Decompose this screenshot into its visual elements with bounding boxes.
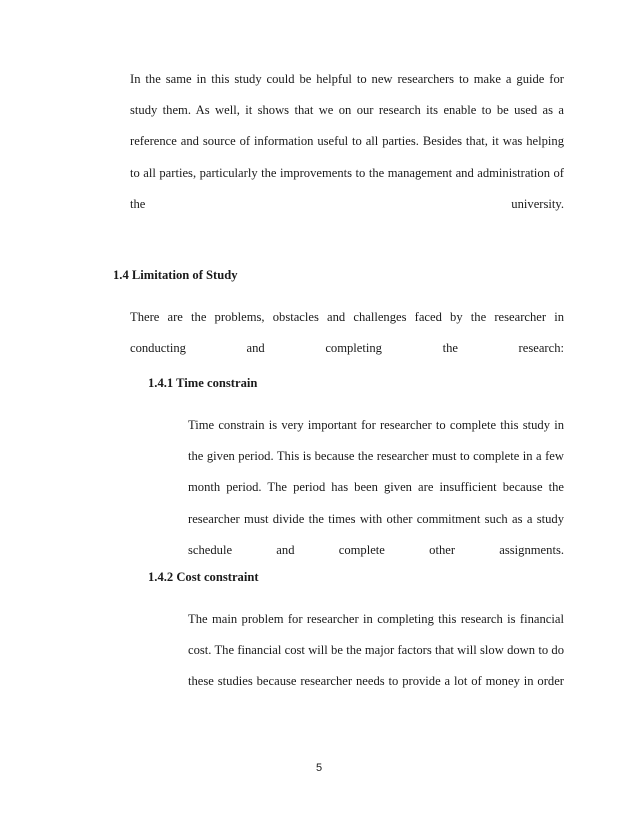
subsection-heading-time-constrain: 1.4.1 Time constrain [148, 376, 258, 390]
subsection-body-cost-constraint: The main problem for researcher in completing this research is financial cost. The financial cost will be the major factors that will slow down to do these studies because researcher needs to provide a lot of money in order [188, 612, 564, 689]
page-number: 5 [315, 762, 323, 774]
section-intro-paragraph: There are the problems, obstacles and challenges faced by the researcher in conducting and completing the research: [130, 310, 564, 356]
subsection-heading-cost-constraint: 1.4.2 Cost constraint [148, 570, 259, 584]
section-heading: 1.4 Limitation of Study [113, 268, 238, 282]
intro-paragraph: In the same in this study could be helpful to new researchers to make a guide for study them. As well, it shows that we on our research its enable to be used as a reference and source of information useful to all parties. Besides that, it was helping to all parties, particularly the improvements to the management and administration of the university. [130, 72, 564, 211]
subsection-body-time-constrain: Time constrain is very important for researcher to complete this study in the given period. This is because the researcher must to complete in a few month period. The period has been given are insufficient because the researcher must divide the times with other commitment such as a study schedule and complete other assignments. [188, 418, 564, 557]
